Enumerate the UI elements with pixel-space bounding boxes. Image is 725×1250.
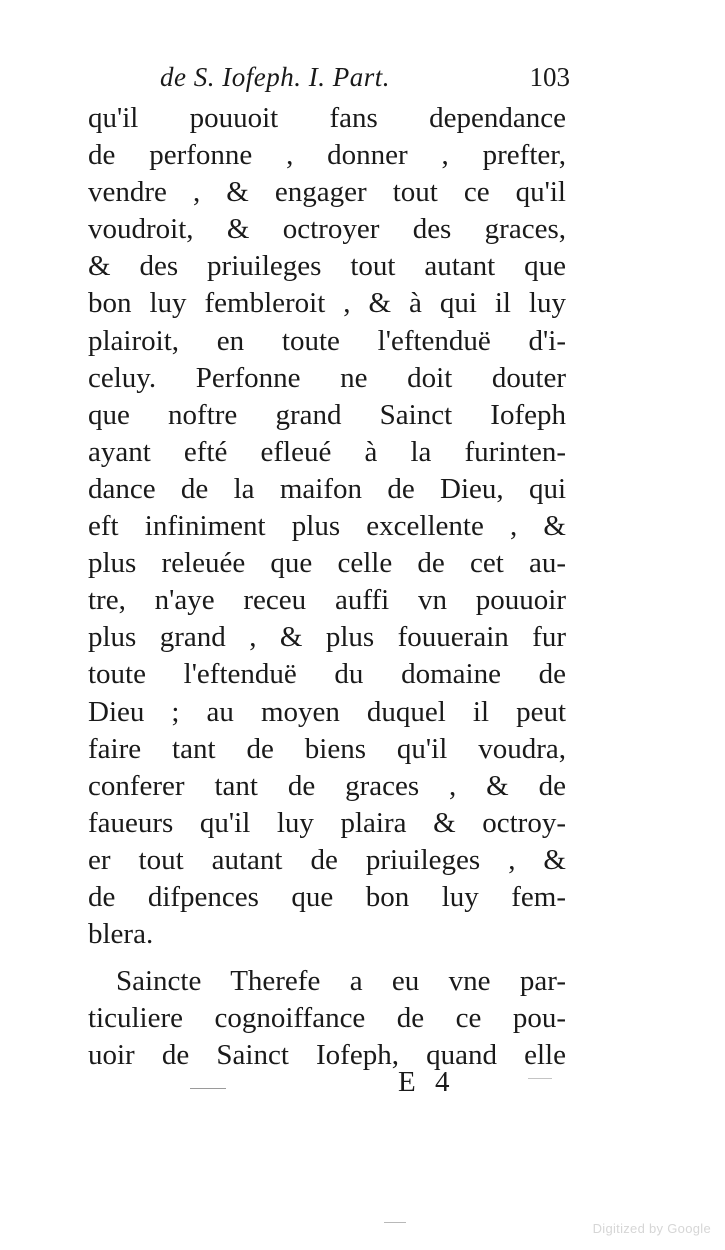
text-line: faire tant de biens qu'il voudra, — [88, 732, 566, 765]
text-line: bon luy fembleroit , & à qui il luy — [88, 287, 566, 320]
printer-rule — [528, 1078, 552, 1079]
paragraph-gap — [88, 953, 566, 963]
text-line: plus releuée que celle de cet au- — [88, 547, 566, 580]
text-line: uoir de Sainct Iofeph, quand elle — [88, 1039, 566, 1072]
running-head: de S. Iofeph. I. Part. — [160, 62, 390, 92]
text-line: qu'il pouuoit fans dependance — [88, 102, 566, 134]
text-line: conferer tant de graces , & de — [88, 769, 566, 802]
body-text — [88, 100, 566, 1074]
text-line: blera. — [88, 918, 154, 951]
page-header — [150, 62, 570, 98]
text-line: tre, n'aye receu auffi vn pouuoir — [88, 584, 566, 617]
text-line: voudroit, & octroyer des graces, — [88, 213, 566, 246]
text-line: faueurs qu'il luy plaira & octroy- — [88, 806, 566, 839]
text-line: plairoit, en toute l'eftenduë d'i- — [88, 324, 566, 357]
text-line: de difpences que bon luy fem- — [88, 880, 566, 913]
text-line: ticuliere cognoiffance de ce pou- — [88, 1002, 566, 1035]
text-line: ayant efté efleué à la furinten- — [88, 435, 566, 468]
scan-watermark: Digitized by Google — [592, 1221, 711, 1236]
text-line: Dieu ; au moyen duquel il peut — [88, 695, 566, 728]
text-line: vendre , & engager tout ce qu'il — [88, 176, 566, 209]
text-line: toute l'eftenduë du domaine de — [88, 658, 566, 691]
text-line: de perfonne , donner , prefter, — [88, 139, 566, 172]
text-line: dance de la maifon de Dieu, qui — [88, 472, 566, 505]
printer-rule — [190, 1088, 226, 1089]
paragraph — [88, 963, 566, 1074]
text-line: celuy. Perfonne ne doit douter — [88, 361, 566, 394]
text-line: Saincte Therefe a eu vne par- — [116, 965, 566, 998]
text-line: er tout autant de priuileges , & — [88, 843, 566, 876]
text-line: plus grand , & plus fouuerain fur — [88, 621, 566, 654]
printer-rule — [384, 1222, 406, 1223]
text-line: & des priuileges tout autant que — [88, 250, 566, 283]
paragraph — [88, 100, 566, 953]
signature-mark: E 4 — [398, 1066, 456, 1098]
page-number: 103 — [529, 62, 570, 92]
text-line: que noftre grand Sainct Iofeph — [88, 398, 566, 431]
text-line: eft infiniment plus excellente , & — [88, 510, 566, 543]
